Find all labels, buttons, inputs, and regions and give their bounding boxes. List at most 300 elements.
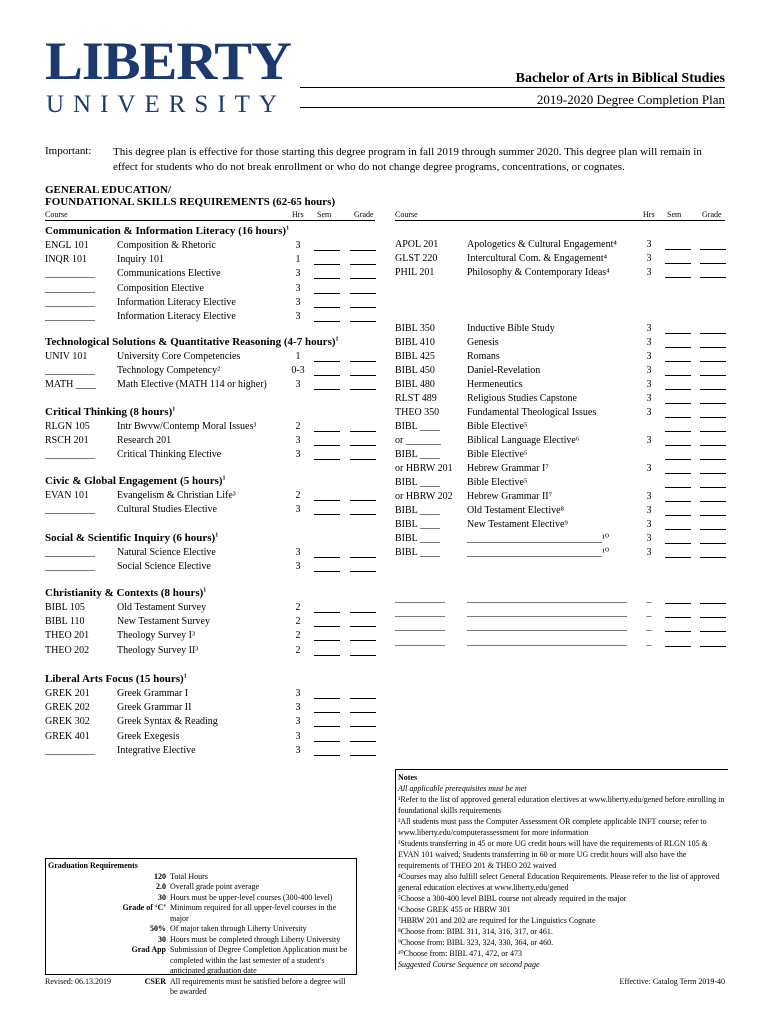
course-row (0, 420, 770, 434)
course-row (0, 635, 770, 649)
semester-blank[interactable] (665, 253, 691, 264)
section-title (45, 673, 187, 685)
course-title: Religious Studies Capstone (467, 393, 577, 404)
grade-blank[interactable] (700, 533, 726, 544)
course-row (0, 701, 770, 715)
notes-list (398, 783, 728, 970)
credit-hours: 3 (646, 505, 652, 516)
footnote-mark: 1 (335, 336, 339, 343)
course-code: RSCH 201 (45, 435, 89, 447)
semester-blank[interactable] (314, 702, 340, 713)
grade-blank[interactable] (700, 607, 726, 618)
course-title: University Core Competencies (117, 351, 241, 362)
course-code: GREK 401 (45, 730, 90, 742)
course-code: EVAN 101 (45, 490, 89, 501)
course-row (0, 592, 770, 606)
grad-desc: Of major taken through Liberty University (170, 924, 307, 933)
grad-value: 2.0 (156, 882, 166, 891)
grad-desc: Minimum required for all upper-level courses in the major (170, 903, 337, 923)
course-title: New Testament Survey (117, 616, 210, 628)
course-title: Cultural Studies Elective (117, 504, 217, 516)
footnote-mark: 1 (222, 475, 226, 482)
grade-blank[interactable] (350, 745, 376, 756)
semester-blank[interactable] (665, 323, 691, 334)
course-code: __________ (395, 635, 445, 647)
course-title: Research 201 (117, 435, 172, 447)
course-title: Inquiry 101 (117, 254, 164, 266)
credit-hours: 2 (295, 644, 301, 656)
course-code: BIBL ____ (395, 421, 440, 432)
grade-blank[interactable] (700, 337, 726, 348)
grad-value: 120 (154, 871, 166, 881)
grad-row (46, 872, 356, 883)
course-row (0, 406, 770, 420)
grad-desc: Total Hours (170, 871, 208, 881)
course-row (0, 296, 770, 310)
credit-hours: 3 (295, 379, 301, 391)
credit-hours: 3 (646, 547, 652, 558)
course-title: New Testament Elective⁹ (467, 519, 568, 530)
grad-title: Graduation Requirements (48, 861, 138, 870)
course-row (0, 350, 770, 364)
grade-blank[interactable] (350, 297, 376, 308)
semester-blank[interactable] (665, 449, 691, 460)
course-code: __________ (45, 365, 95, 377)
course-title: Communications Elective (117, 268, 221, 280)
course-title: Bible Elective⁵ (467, 449, 528, 460)
important-label: Important: (45, 145, 92, 157)
gened-title: GENERAL EDUCATION/ (45, 184, 172, 196)
course-row (0, 560, 770, 574)
grad-value: CSER (144, 976, 166, 986)
course-title: Composition Elective (117, 282, 204, 294)
grade-blank[interactable] (700, 407, 726, 418)
credit-hours: 3 (295, 688, 301, 699)
course-code: GLST 220 (395, 253, 438, 265)
course-code: BIBL ____ (395, 477, 440, 488)
course-title: Inductive Bible Study (467, 323, 555, 334)
course-row (0, 606, 770, 620)
course-code: or _______ (395, 435, 441, 446)
course-title: Integrative Elective (117, 744, 196, 756)
credit-hours: 3 (295, 561, 301, 573)
course-title: Daniel-Revelation (467, 365, 541, 376)
credit-hours: _ (646, 635, 652, 647)
credit-hours: 0-3 (291, 365, 305, 377)
credit-hours: 3 (295, 240, 301, 251)
credit-hours: 3 (646, 365, 652, 376)
course-code: __________ (395, 621, 445, 633)
course-title: Theology Survey I³ (117, 630, 195, 642)
course-code: __________ (45, 744, 95, 756)
footnote-mark: 1 (172, 406, 176, 413)
footnote-mark: 1 (215, 532, 219, 539)
credit-hours: 2 (295, 490, 301, 501)
header-rule (395, 220, 725, 221)
credit-hours: 3 (295, 744, 301, 756)
semester-blank[interactable] (665, 365, 691, 376)
course-row (0, 378, 770, 392)
col-hrs-header: Hrs (643, 210, 655, 219)
credit-hours: 3 (295, 268, 301, 280)
credit-hours: 3 (295, 702, 301, 714)
course-row (0, 322, 770, 336)
section-title-text: Critical Thinking (8 hours) (45, 406, 173, 418)
semester-blank[interactable] (665, 267, 691, 278)
credit-hours: 3 (646, 491, 652, 502)
course-title: Intercultural Com. & Engagement⁴ (467, 253, 608, 265)
semester-blank[interactable] (665, 593, 691, 604)
note-line: ²All students must pass the Computer Assessment OR complete applicable INFT course; refer to www.liberty.edu/computerassessment for more information (398, 817, 707, 837)
course-title: ___________________________¹⁰ (467, 547, 610, 558)
course-code: __________ (395, 607, 445, 619)
header-rule (45, 220, 375, 221)
grade-blank[interactable] (700, 435, 726, 446)
semester-blank[interactable] (665, 407, 691, 418)
section-title-text: Christianity & Contexts (8 hours) (45, 587, 204, 599)
course-code: RLST 489 (395, 393, 437, 404)
grad-row (46, 903, 356, 924)
course-code: GREK 302 (45, 716, 90, 728)
grad-value: 30 (158, 892, 166, 902)
course-title: Math Elective (MATH 114 or higher) (117, 379, 267, 391)
footnote-mark: 1 (203, 587, 207, 594)
note-line: ⁷HBRW 201 and 202 are required for the Linguistics Cognate (398, 916, 596, 925)
semester-blank[interactable] (665, 351, 691, 362)
grade-blank[interactable] (700, 239, 726, 250)
note-line: ⁸Choose from: BIBL 311, 314, 316, 317, or 461. (398, 927, 553, 936)
course-title: Composition & Rhetoric (117, 240, 216, 251)
course-code: __________ (45, 311, 95, 322)
credit-hours: 3 (646, 267, 652, 279)
credit-hours: 3 (646, 463, 652, 474)
col-course-header: Course (45, 210, 68, 219)
grad-row (46, 882, 356, 893)
course-code: BIBL ____ (395, 519, 440, 530)
course-title: ________________________________ (467, 635, 627, 647)
course-title: Old Testament Elective⁸ (467, 505, 565, 516)
credit-hours: 3 (295, 449, 301, 461)
grade-blank[interactable] (700, 393, 726, 404)
course-code: BIBL 105 (45, 602, 85, 613)
grade-blank[interactable] (350, 283, 376, 294)
grade-blank[interactable] (350, 702, 376, 713)
col-sem-header: Sem (317, 210, 332, 219)
credit-hours: 2 (295, 616, 301, 628)
semester-blank[interactable] (314, 688, 340, 699)
course-code: MATH ____ (45, 379, 96, 391)
course-title: Information Literacy Elective (117, 296, 236, 308)
credit-hours: 3 (646, 393, 652, 404)
notes-box (395, 769, 728, 970)
gened-subtitle: FOUNDATIONAL SKILLS REQUIREMENTS (62-65 hours) (45, 196, 336, 208)
course-title: Theology Survey II³ (117, 644, 199, 656)
course-title: ________________________________ (467, 621, 627, 633)
grade-blank[interactable] (700, 379, 726, 390)
course-title: Bible Elective⁵ (467, 477, 528, 488)
col-course-header: Course (395, 210, 418, 219)
credit-hours: 2 (295, 421, 301, 432)
logo-liberty: LIBERTY (45, 31, 291, 91)
course-code: __________ (395, 593, 445, 604)
grade-blank[interactable] (700, 365, 726, 376)
grade-blank[interactable] (700, 267, 726, 278)
note-line: ¹Refer to the list of approved general education electives at www.liberty.edu/gened before enrolling in foundational skills requirements (398, 795, 725, 815)
section-title-text: Communication & Information Literacy (16 hours) (45, 225, 287, 237)
course-title: Social Science Elective (117, 561, 211, 573)
course-code: BIBL 110 (45, 616, 85, 628)
course-code: BIBL ____ (395, 449, 440, 460)
note-line: ⁴Courses may also fulfill select General Education Requirements. Please refer to the list of approved general education electives at www.liberty.edu/gened (398, 872, 720, 892)
footnote-mark: 1 (286, 225, 290, 232)
course-row (0, 687, 770, 701)
course-title: Hebrew Grammar II⁷ (467, 491, 553, 502)
credit-hours: 3 (646, 253, 652, 265)
course-title: Critical Thinking Elective (117, 449, 222, 461)
logo-university: UNIVERSITY (46, 91, 286, 118)
col-hrs-header: Hrs (292, 210, 304, 219)
grad-desc: Hours must be completed through Liberty University (170, 934, 341, 944)
grade-blank[interactable] (700, 351, 726, 362)
course-row (0, 392, 770, 406)
credit-hours: 3 (295, 504, 301, 516)
semester-blank[interactable] (665, 379, 691, 390)
grade-blank[interactable] (350, 311, 376, 322)
credit-hours: 3 (646, 379, 652, 390)
col-sem-header: Sem (667, 210, 682, 219)
course-title: Intr Bwvw/Contemp Moral Issues³ (117, 421, 257, 432)
grad-row (46, 893, 356, 904)
course-code: RLGN 105 (45, 421, 90, 432)
course-title: Philosophy & Contemporary Ideas⁴ (467, 267, 610, 279)
grade-blank[interactable] (700, 421, 726, 432)
course-code: UNIV 101 (45, 351, 88, 362)
course-code: __________ (45, 268, 95, 280)
semester-blank[interactable] (665, 463, 691, 474)
course-title: Information Literacy Elective (117, 311, 236, 322)
semester-blank[interactable] (665, 393, 691, 404)
semester-blank[interactable] (665, 421, 691, 432)
semester-blank[interactable] (314, 561, 340, 572)
footnote-mark: 1 (183, 673, 187, 680)
semester-blank[interactable] (665, 547, 691, 558)
header-rule (300, 87, 725, 88)
course-row (0, 238, 770, 252)
course-row (0, 546, 770, 560)
course-row (0, 620, 770, 634)
course-code: BIBL 410 (395, 337, 435, 348)
course-row (0, 282, 770, 296)
section-title-text: Civic & Global Engagement (5 hours) (45, 475, 223, 487)
course-code: ENGL 101 (45, 240, 89, 251)
course-row (0, 462, 770, 476)
credit-hours: 3 (295, 311, 301, 322)
grad-desc: Submission of Degree Completion Application must be completed within the last semester of a student's anticipated graduation date (170, 945, 348, 975)
credit-hours: 3 (295, 730, 301, 742)
note-line: ⁶Choose GREK 455 or HBRW 301 (398, 905, 511, 914)
credit-hours: 3 (295, 716, 301, 728)
course-code: GREK 201 (45, 688, 90, 699)
course-code: __________ (45, 504, 95, 516)
grade-blank[interactable] (700, 636, 726, 647)
grade-blank[interactable] (700, 463, 726, 474)
credit-hours: 3 (295, 282, 301, 294)
credit-hours: 1 (295, 254, 301, 266)
course-code: or HBRW 202 (395, 491, 453, 502)
credit-hours: 3 (646, 323, 652, 334)
credit-hours: 1 (295, 351, 301, 362)
semester-blank[interactable] (314, 731, 340, 742)
course-title: ___________________________¹⁰ (467, 533, 610, 544)
semester-blank[interactable] (665, 491, 691, 502)
note-line: Suggested Course Sequence on second page (398, 960, 540, 969)
semester-blank[interactable] (665, 477, 691, 488)
credit-hours: _ (646, 621, 652, 633)
course-title: Hermeneutics (467, 379, 523, 390)
course-code: BIBL ____ (395, 505, 440, 516)
section-title-text: Technological Solutions & Quantitative Reasoning (4-7 hours) (45, 336, 336, 348)
course-code: __________ (45, 561, 95, 573)
semester-blank[interactable] (314, 716, 340, 727)
course-title: Greek Grammar II (117, 702, 192, 714)
grade-blank[interactable] (700, 253, 726, 264)
course-title: Fundamental Theological Issues (467, 407, 597, 418)
credit-hours: 3 (646, 519, 652, 530)
course-code: THEO 350 (395, 407, 440, 418)
semester-blank[interactable] (665, 505, 691, 516)
page-title: Bachelor of Arts in Biblical Studies (515, 71, 725, 86)
note-line: ⁹Choose from: BIBL 323, 324, 330, 364, or 460. (398, 938, 554, 947)
course-code: BIBL 350 (395, 323, 435, 334)
semester-blank[interactable] (314, 297, 340, 308)
course-title: Greek Grammar I (117, 688, 189, 699)
course-code: __________ (45, 547, 95, 558)
course-row (0, 504, 770, 518)
col-grade-header: Grade (354, 210, 374, 219)
credit-hours: 2 (295, 630, 301, 642)
semester-blank[interactable] (314, 283, 340, 294)
semester-blank[interactable] (665, 519, 691, 530)
course-code: __________ (45, 282, 95, 294)
grade-blank[interactable] (700, 547, 726, 558)
note-line: ¹⁰Choose from: BIBL 471, 472, or 473 (398, 949, 522, 958)
page-subtitle: 2019-2020 Degree Completion Plan (536, 92, 725, 107)
grad-desc: Hours must be upper-level courses (300-400 level) (170, 892, 333, 902)
course-code: BIBL 480 (395, 379, 435, 390)
section-title-text: Liberal Arts Focus (15 hours) (45, 673, 184, 685)
semester-blank[interactable] (665, 435, 691, 446)
course-row (0, 434, 770, 448)
course-row (0, 730, 770, 744)
grad-row (46, 935, 356, 946)
course-title: ________________________________ (467, 593, 627, 604)
note-line: ³Students transferring in 45 or more UG credit hours will have the requirements of RLGN 105 & EVAN 101 waived; Students transferring in 60 or more UG credit hours will also have the requirements of THEO 201 & THEO 202 waived (398, 839, 708, 870)
semester-blank[interactable] (665, 239, 691, 250)
course-code: BIBL 450 (395, 365, 435, 376)
grad-row (46, 945, 356, 977)
semester-blank[interactable] (665, 621, 691, 632)
grade-blank[interactable] (700, 449, 726, 460)
grade-blank[interactable] (700, 477, 726, 488)
grade-blank[interactable] (350, 561, 376, 572)
course-title: Apologetics & Cultural Engagement⁴ (467, 239, 617, 250)
grad-row (46, 924, 356, 935)
course-title: Greek Syntax & Reading (117, 716, 218, 728)
course-title: Greek Exegesis (117, 730, 180, 742)
credit-hours: 2 (295, 602, 301, 613)
grade-blank[interactable] (700, 323, 726, 334)
grade-blank[interactable] (700, 519, 726, 530)
credit-hours: 3 (295, 547, 301, 558)
course-code: THEO 202 (45, 644, 90, 656)
course-code: __________ (45, 296, 95, 308)
grade-blank[interactable] (700, 593, 726, 604)
course-code: or HBRW 201 (395, 463, 453, 474)
credit-hours: _ (646, 593, 652, 604)
semester-blank[interactable] (665, 533, 691, 544)
course-title: Hebrew Grammar I⁷ (467, 463, 549, 474)
note-line: ⁵Choose a 300-400 level BIBL course not already required in the major (398, 894, 627, 903)
credit-hours: 3 (295, 296, 301, 308)
credit-hours: 3 (646, 337, 652, 348)
credit-hours: 3 (295, 435, 301, 447)
course-row (0, 518, 770, 532)
course-title: Biblical Language Elective⁶ (467, 435, 580, 446)
course-code: PHIL 201 (395, 267, 435, 279)
course-code: BIBL ____ (395, 547, 440, 558)
course-title: Genesis (467, 337, 499, 348)
important-text: This degree plan is effective for those starting this degree program in fall 2019 through summer 2020. This degree plan will remain in effect for students who do not break enrollment or who do not change degree programs, concentrations, or cognates. (113, 146, 702, 173)
grade-blank[interactable] (700, 505, 726, 516)
course-code: __________ (45, 449, 95, 461)
semester-blank[interactable] (665, 337, 691, 348)
semester-blank[interactable] (665, 636, 691, 647)
credit-hours: 3 (646, 533, 652, 544)
grade-blank[interactable] (700, 621, 726, 632)
col-grade-header: Grade (702, 210, 722, 219)
course-title: Natural Science Elective (117, 547, 216, 558)
effective-term: Effective: Catalog Term 2019-40 (619, 977, 725, 986)
course-code: INQR 101 (45, 254, 87, 266)
course-row (0, 448, 770, 462)
grad-value: 50% (150, 924, 166, 933)
grad-desc: Overall grade point average (170, 882, 260, 891)
course-row (0, 364, 770, 378)
credit-hours: 3 (646, 351, 652, 362)
course-code: BIBL ____ (395, 533, 440, 544)
semester-blank[interactable] (665, 607, 691, 618)
semester-blank[interactable] (314, 745, 340, 756)
course-row (0, 715, 770, 729)
course-row (0, 252, 770, 266)
course-row (0, 266, 770, 280)
revised-date: Revised: 06.13.2019 (45, 977, 111, 986)
course-row (0, 476, 770, 490)
credit-hours: 3 (646, 407, 652, 418)
grad-value: Grade of ‘C’ (122, 903, 166, 912)
grade-blank[interactable] (350, 716, 376, 727)
grad-value: Grad App (131, 945, 166, 954)
semester-blank[interactable] (314, 311, 340, 322)
grad-desc: All requirements must be satisfied before a degree will be awarded (170, 976, 346, 996)
course-row (0, 490, 770, 504)
credit-hours: 3 (646, 239, 652, 250)
course-title: Bible Elective⁵ (467, 421, 528, 432)
grade-blank[interactable] (350, 731, 376, 742)
section-title-text: Social & Scientific Inquiry (6 hours) (45, 532, 216, 544)
grade-blank[interactable] (350, 688, 376, 699)
grade-blank[interactable] (700, 491, 726, 502)
